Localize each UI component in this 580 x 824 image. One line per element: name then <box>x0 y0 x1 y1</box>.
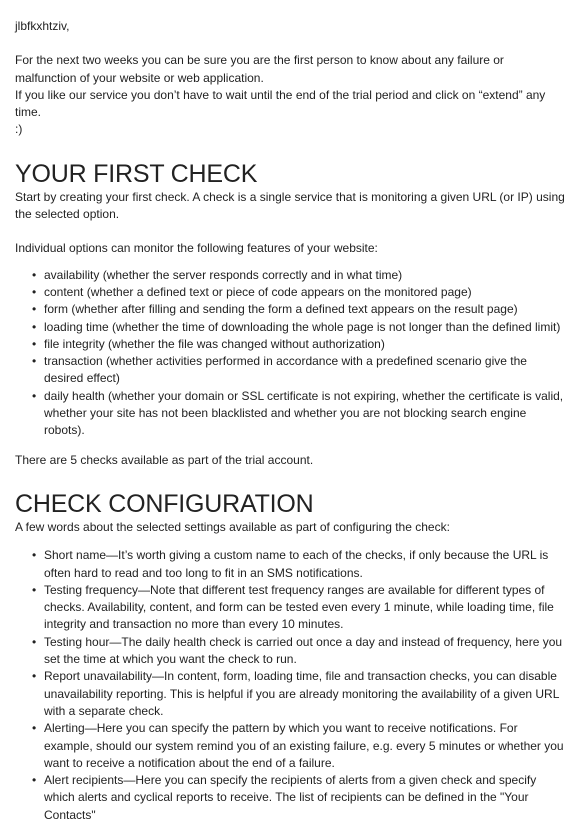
bullet-icon: • <box>32 773 37 788</box>
list-item: • Report unavailability—In content, form, loading time, file and transaction checks, you can disable unavailability reporting. This is helpful if you are already monitoring the availability of a given URL with a separate check. <box>32 669 559 718</box>
list-item: • content (whether a defined text or piece of code appears on the monitored page) <box>44 284 566 301</box>
bullet-icon: • <box>32 721 37 736</box>
list-item: • Testing hour—The daily health check is carried out once a day and instead of frequency, here you set the time at which you want the check to run. <box>32 634 563 667</box>
section1-paragraph-2: Individual options can monitor the following features of your website: <box>15 241 378 256</box>
list-item: • Short name—It’s worth giving a custom name to each of the checks, if only because the URL is often hard to read and too long to fit in an SMS notifications. <box>32 548 549 580</box>
list-item: • Testing frequency—Note that different test frequency ranges are available for different types of checks. Availability, content, and form can be tested even every 1 minute, while loading time, file integrity and transaction no more than every 10 minutes. <box>32 582 554 632</box>
bullet-icon: • <box>32 302 37 317</box>
settings-list <box>15 547 566 824</box>
bullet-icon: • <box>32 388 37 403</box>
section-title-first-check: YOUR FIRST CHECK <box>15 159 258 188</box>
bullet-icon: • <box>32 669 37 684</box>
features-list <box>15 267 566 440</box>
list-item: • Alert recipients—Here you can specify the recipients of alerts from a given check and specify which alerts and cyclical reports to receive. The list of recipients can be defined in the "Your Contacts" <box>32 773 537 822</box>
bullet-icon: • <box>32 582 37 597</box>
bullet-icon: • <box>32 319 37 334</box>
intro-line-2: If you like our service you don’t have to wait until the end of the trial period and click on “extend” any time. <box>15 87 546 120</box>
intro-block <box>15 52 566 138</box>
section1-paragraph-1: Start by creating your first check. A check is a single service that is monitoring a given URL (or IP) using the selected option. <box>15 189 565 222</box>
list-item: • form (whether after filling and sending the form a defined text appears on the result page) <box>44 301 566 318</box>
list-item: • Alerting—Here you can specify the pattern by which you want to receive notifications. For example, should our system remind you of an existing failure, e.g. every 5 minutes or whether you want to receive a notification about the end of a failure. <box>32 721 564 770</box>
trial-note: There are 5 checks available as part of the trial account. <box>15 452 314 467</box>
list-item: • transaction (whether activities performed in accordance with a predefined scenario give the desired effect) <box>32 354 527 386</box>
list-item: • availability (whether the server responds correctly and in what time) <box>44 267 566 284</box>
intro-line-1: For the next two weeks you can be sure you are the first person to know about any failure or malfunction of your website or web application. <box>15 53 504 85</box>
bullet-icon: • <box>32 548 37 563</box>
bullet-icon: • <box>32 267 37 282</box>
list-item: • loading time (whether the time of downloading the whole page is not longer than the defined limit) <box>44 319 566 336</box>
list-item: • daily health (whether your domain or SSL certificate is not expiring, whether the certificate is valid, whether your site has not been blacklisted and whether you are not blocking search engine robots). <box>32 388 564 438</box>
bullet-icon: • <box>32 634 37 649</box>
bullet-icon: • <box>32 354 37 369</box>
list-item: • file integrity (whether the file was changed without authorization) <box>44 336 566 353</box>
intro-line-3: :) <box>15 122 23 137</box>
bullet-icon: • <box>32 284 37 299</box>
bullet-icon: • <box>32 336 37 351</box>
section2-paragraph-1: A few words about the selected settings available as part of configuring the check: <box>15 519 450 534</box>
greeting: jlbfkxhtziv, <box>15 19 70 33</box>
section-title-check-configuration: CHECK CONFIGURATION <box>15 489 314 518</box>
